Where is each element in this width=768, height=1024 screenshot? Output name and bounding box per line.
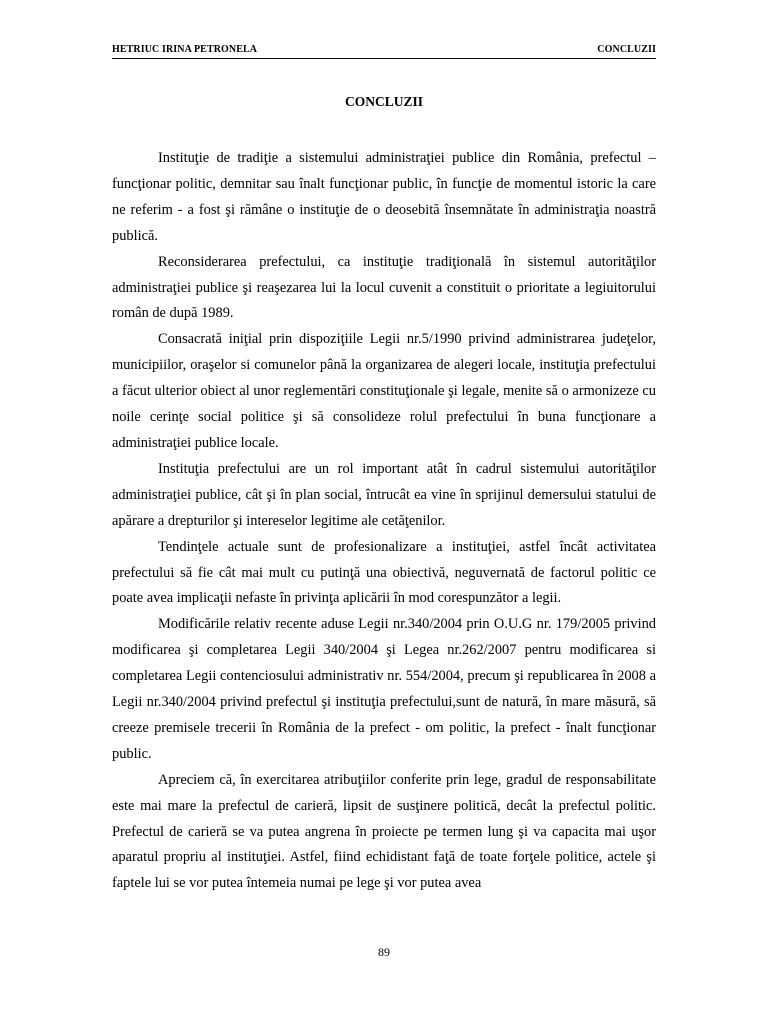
paragraph: Apreciem că, în exercitarea atribuţiilor conferite prin lege, gradul de responsabilitate este mai mare la prefectul de carieră, lipsit de susţinere politică, decât la prefectul politic. Prefectul de carieră se va putea angrena în proiecte pe termen lung şi va capacita mai uşor aparatul propriu al instituţiei. Astfel, fiind echidistant faţă de toate forţele politice, actele şi faptele lui se vor putea întemeia numai pe lege şi vor putea avea (112, 771, 656, 892)
paragraph: Consacrată iniţial prin dispoziţiile Legii nr.5/1990 privind administrarea judeţelor, municipiilor, oraşelor si comunelor până la organizarea de alegeri locale, instituţia prefectului a făcut ulterior obiect al unor reglementări constituţionale şi legale, menite să o armonizeze cu noile cerinţe social politice şi să consolideze rolul prefectului în buna funcţionare a administraţiei publice locale. (112, 331, 656, 451)
body-text (112, 146, 656, 897)
paragraph: Tendinţele actuale sunt de profesionalizare a instituţiei, astfel încât activitatea prefectului să fie cât mai mult cu putinţă una obiectivă, neguvernată de factorul politic ce poate avea implicaţii nefaste în privinţa aplicării în mod corespunzător a legii. (112, 538, 656, 607)
header-author: HETRIUC IRINA PETRONELA (112, 44, 258, 55)
paragraph: Reconsiderarea prefectului, ca instituţie tradiţională în sistemul autorităţilor administraţiei publice şi reaşezarea lui la locul cuvenit a constituit o prioritate a legiuitorului român de după 1989. (112, 253, 656, 322)
page-number: 89 (378, 945, 390, 959)
paragraph: Instituţie de tradiţie a sistemului administraţiei publice din România, prefectul – funcţionar politic, demnitar sau înalt funcţionar public, în funcţie de momentul istoric la care ne referim - a fost şi rămâne o instituţie de o deosebită însemnătate în administraţia noastră publică. (112, 150, 656, 244)
paragraph: Instituţia prefectului are un rol important atât în cadrul sistemului autorităţilor administraţiei publice, cât şi în plan social, întrucât ea vine în sprijinul demersului statului de apărare a drepturilor şi intereselor legitime ale cetăţenilor. (112, 460, 656, 529)
header-rule (112, 58, 656, 59)
running-header (112, 44, 656, 58)
header-section: CONCLUZII (597, 44, 656, 55)
paragraph: Modificările relativ recente aduse Legii nr.340/2004 prin O.U.G nr. 179/2005 privind modificarea şi completarea Legii 340/2004 şi Legea nr.262/2007 pentru modificarea si completarea Legii contenciosului administrativ nr. 554/2004, precum şi republicarea în 2008 a Legii nr.340/2004 privind prefectul şi instituţia prefectului,sunt de natură, în mare măsură, să creeze premisele trecerii în România de la prefect - om politic, la prefect - înalt funcţionar public. (112, 616, 656, 762)
chapter-title: CONCLUZII (344, 94, 423, 109)
